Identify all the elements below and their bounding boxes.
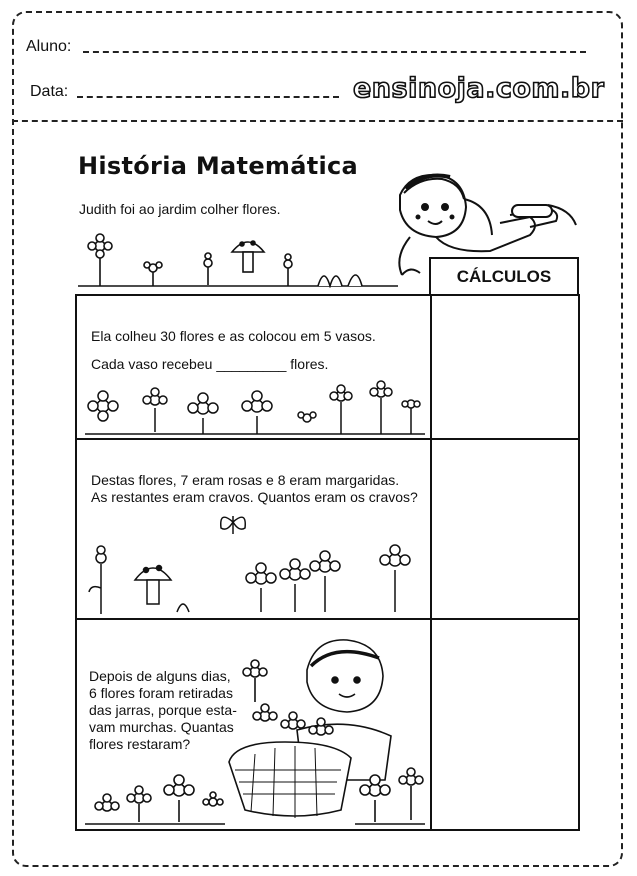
problem-3-line-5: flores restaram? [89,736,191,752]
problem-row-1 [77,296,430,440]
problem-1-line-2 [91,356,328,373]
calc-area-2[interactable] [430,440,578,620]
problem-3-line-1: Depois de alguns dias, [89,668,231,684]
flower-border-top [78,228,398,288]
calc-header: CÁLCULOS [429,257,579,295]
intro-text: Judith foi ao jardim colher flores. [79,201,281,217]
butterfly-icon [221,516,246,534]
flower-scene-row-2 [85,508,425,616]
date-line[interactable] [77,96,339,98]
problem-3-line-2: 6 flores foram retiradas [89,685,233,701]
problem-2-line-2: As restantes eram cravos. Quantos eram os cravos? [91,489,418,505]
flower-border-row-1 [85,378,425,436]
problem-grid [75,294,580,831]
date-label: Data: [30,83,69,100]
girl-with-basket-illustration [85,630,425,826]
problem-3-line-3: das jarras, porque esta- [89,702,237,718]
answer-blank-1[interactable]: _________ [216,356,287,372]
problem-1-text-after: flores. [290,356,329,372]
student-label: Aluno: [26,38,72,55]
problem-1-text-before: Cada vaso recebeu [91,356,213,372]
calc-area-1[interactable] [430,296,578,440]
problem-2-line-1: Destas flores, 7 eram rosas e 8 eram margaridas. [91,472,400,488]
calc-area-3[interactable] [430,620,578,829]
student-name-line[interactable] [83,51,586,53]
problem-row-2 [77,440,430,620]
site-logo: ensinoja.com.br [353,73,605,104]
problem-3-line-4: vam murchas. Quantas [89,719,234,735]
problem-1-line-1: Ela colheu 30 flores e as colocou em 5 vasos. [91,328,376,344]
problem-row-3 [77,620,430,829]
worksheet-title: História Matemática [78,152,359,180]
header-divider [12,120,623,122]
